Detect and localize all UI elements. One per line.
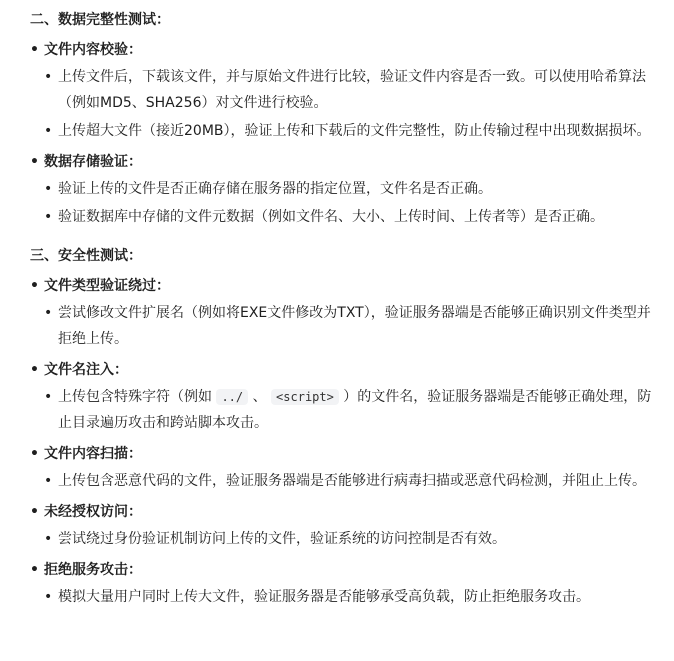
list-item-text: 上传文件后，下载该文件，并与原始文件进行比较，验证文件内容是否一致。可以使用哈希算法（例如MD5、SHA256）对文件进行校验。 xyxy=(58,69,646,111)
section-title-data-integrity: 二、数据完整性测试： xyxy=(30,12,170,28)
text-segment: ）的文件名，验证服务器端是否能够正确处理，防止目录遍历攻击和跨站脚本攻击。 xyxy=(58,389,652,431)
list-item xyxy=(14,300,660,352)
list-item xyxy=(14,64,660,116)
text-segment: 、 xyxy=(248,389,272,405)
list-item-text: 验证上传的文件是否正确存储在服务器的指定位置，文件名是否正确。 xyxy=(58,181,492,197)
bullet: • xyxy=(30,362,39,378)
list-item xyxy=(14,584,660,610)
group-title: 未经授权访问： xyxy=(44,504,142,520)
text-segment: 上传包含特殊字符（例如 xyxy=(58,389,217,405)
list-item xyxy=(14,526,660,552)
list-item-text: 验证数据库中存储的文件元数据（例如文件名、大小、上传时间、上传者等）是否正确。 xyxy=(58,209,604,225)
bullet: • xyxy=(44,305,53,321)
bullet: • xyxy=(30,278,39,294)
bullet: • xyxy=(44,531,53,547)
list-item xyxy=(14,204,660,230)
group-title: 文件类型验证绕过： xyxy=(44,278,170,294)
bullet: • xyxy=(44,123,53,139)
list-item-text: 模拟大量用户同时上传大文件，验证服务器是否能够承受高负载，防止拒绝服务攻击。 xyxy=(58,589,590,605)
inline-code: ../ xyxy=(216,389,248,405)
group-denial-of-service xyxy=(14,558,660,610)
bullet: • xyxy=(44,181,53,197)
list-item xyxy=(14,118,660,144)
section-title-security: 三、安全性测试： xyxy=(30,248,142,264)
list-item-text: 尝试修改文件扩展名（例如将EXE文件修改为TXT），验证服务器端是否能够正确识别文件类型并拒绝上传。 xyxy=(58,305,651,347)
bullet: • xyxy=(44,69,53,85)
group-title: 数据存储验证： xyxy=(44,154,142,170)
bullet: • xyxy=(44,473,53,489)
group-unauthorized-access xyxy=(14,500,660,552)
list-item-text xyxy=(58,384,660,436)
bullet: • xyxy=(44,389,53,405)
list-item-text: 尝试绕过身份验证机制访问上传的文件，验证系统的访问控制是否有效。 xyxy=(58,531,506,547)
group-title: 拒绝服务攻击： xyxy=(44,562,142,578)
bullet: • xyxy=(30,154,39,170)
group-title: 文件内容扫描： xyxy=(44,446,142,462)
bullet: • xyxy=(30,42,39,58)
inline-code: <script> xyxy=(271,389,339,405)
group-title: 文件内容校验： xyxy=(44,42,142,58)
group-file-content-check xyxy=(14,38,660,144)
list-item xyxy=(14,468,660,494)
group-data-storage-check xyxy=(14,150,660,230)
bullet: • xyxy=(30,446,39,462)
group-title: 文件名注入： xyxy=(44,362,128,378)
bullet: • xyxy=(30,504,39,520)
list-item-text: 上传超大文件（接近20MB），验证上传和下载后的文件完整性，防止传输过程中出现数据损坏。 xyxy=(58,123,651,139)
group-filename-injection xyxy=(14,358,660,436)
group-file-type-bypass xyxy=(14,274,660,352)
list-item-text: 上传包含恶意代码的文件，验证服务器端是否能够进行病毒扫描或恶意代码检测，并阻止上传。 xyxy=(58,473,646,489)
bullet: • xyxy=(44,209,53,225)
bullet: • xyxy=(44,589,53,605)
bullet: • xyxy=(30,562,39,578)
list-item xyxy=(14,176,660,202)
list-item xyxy=(14,384,660,436)
group-file-content-scan xyxy=(14,442,660,494)
